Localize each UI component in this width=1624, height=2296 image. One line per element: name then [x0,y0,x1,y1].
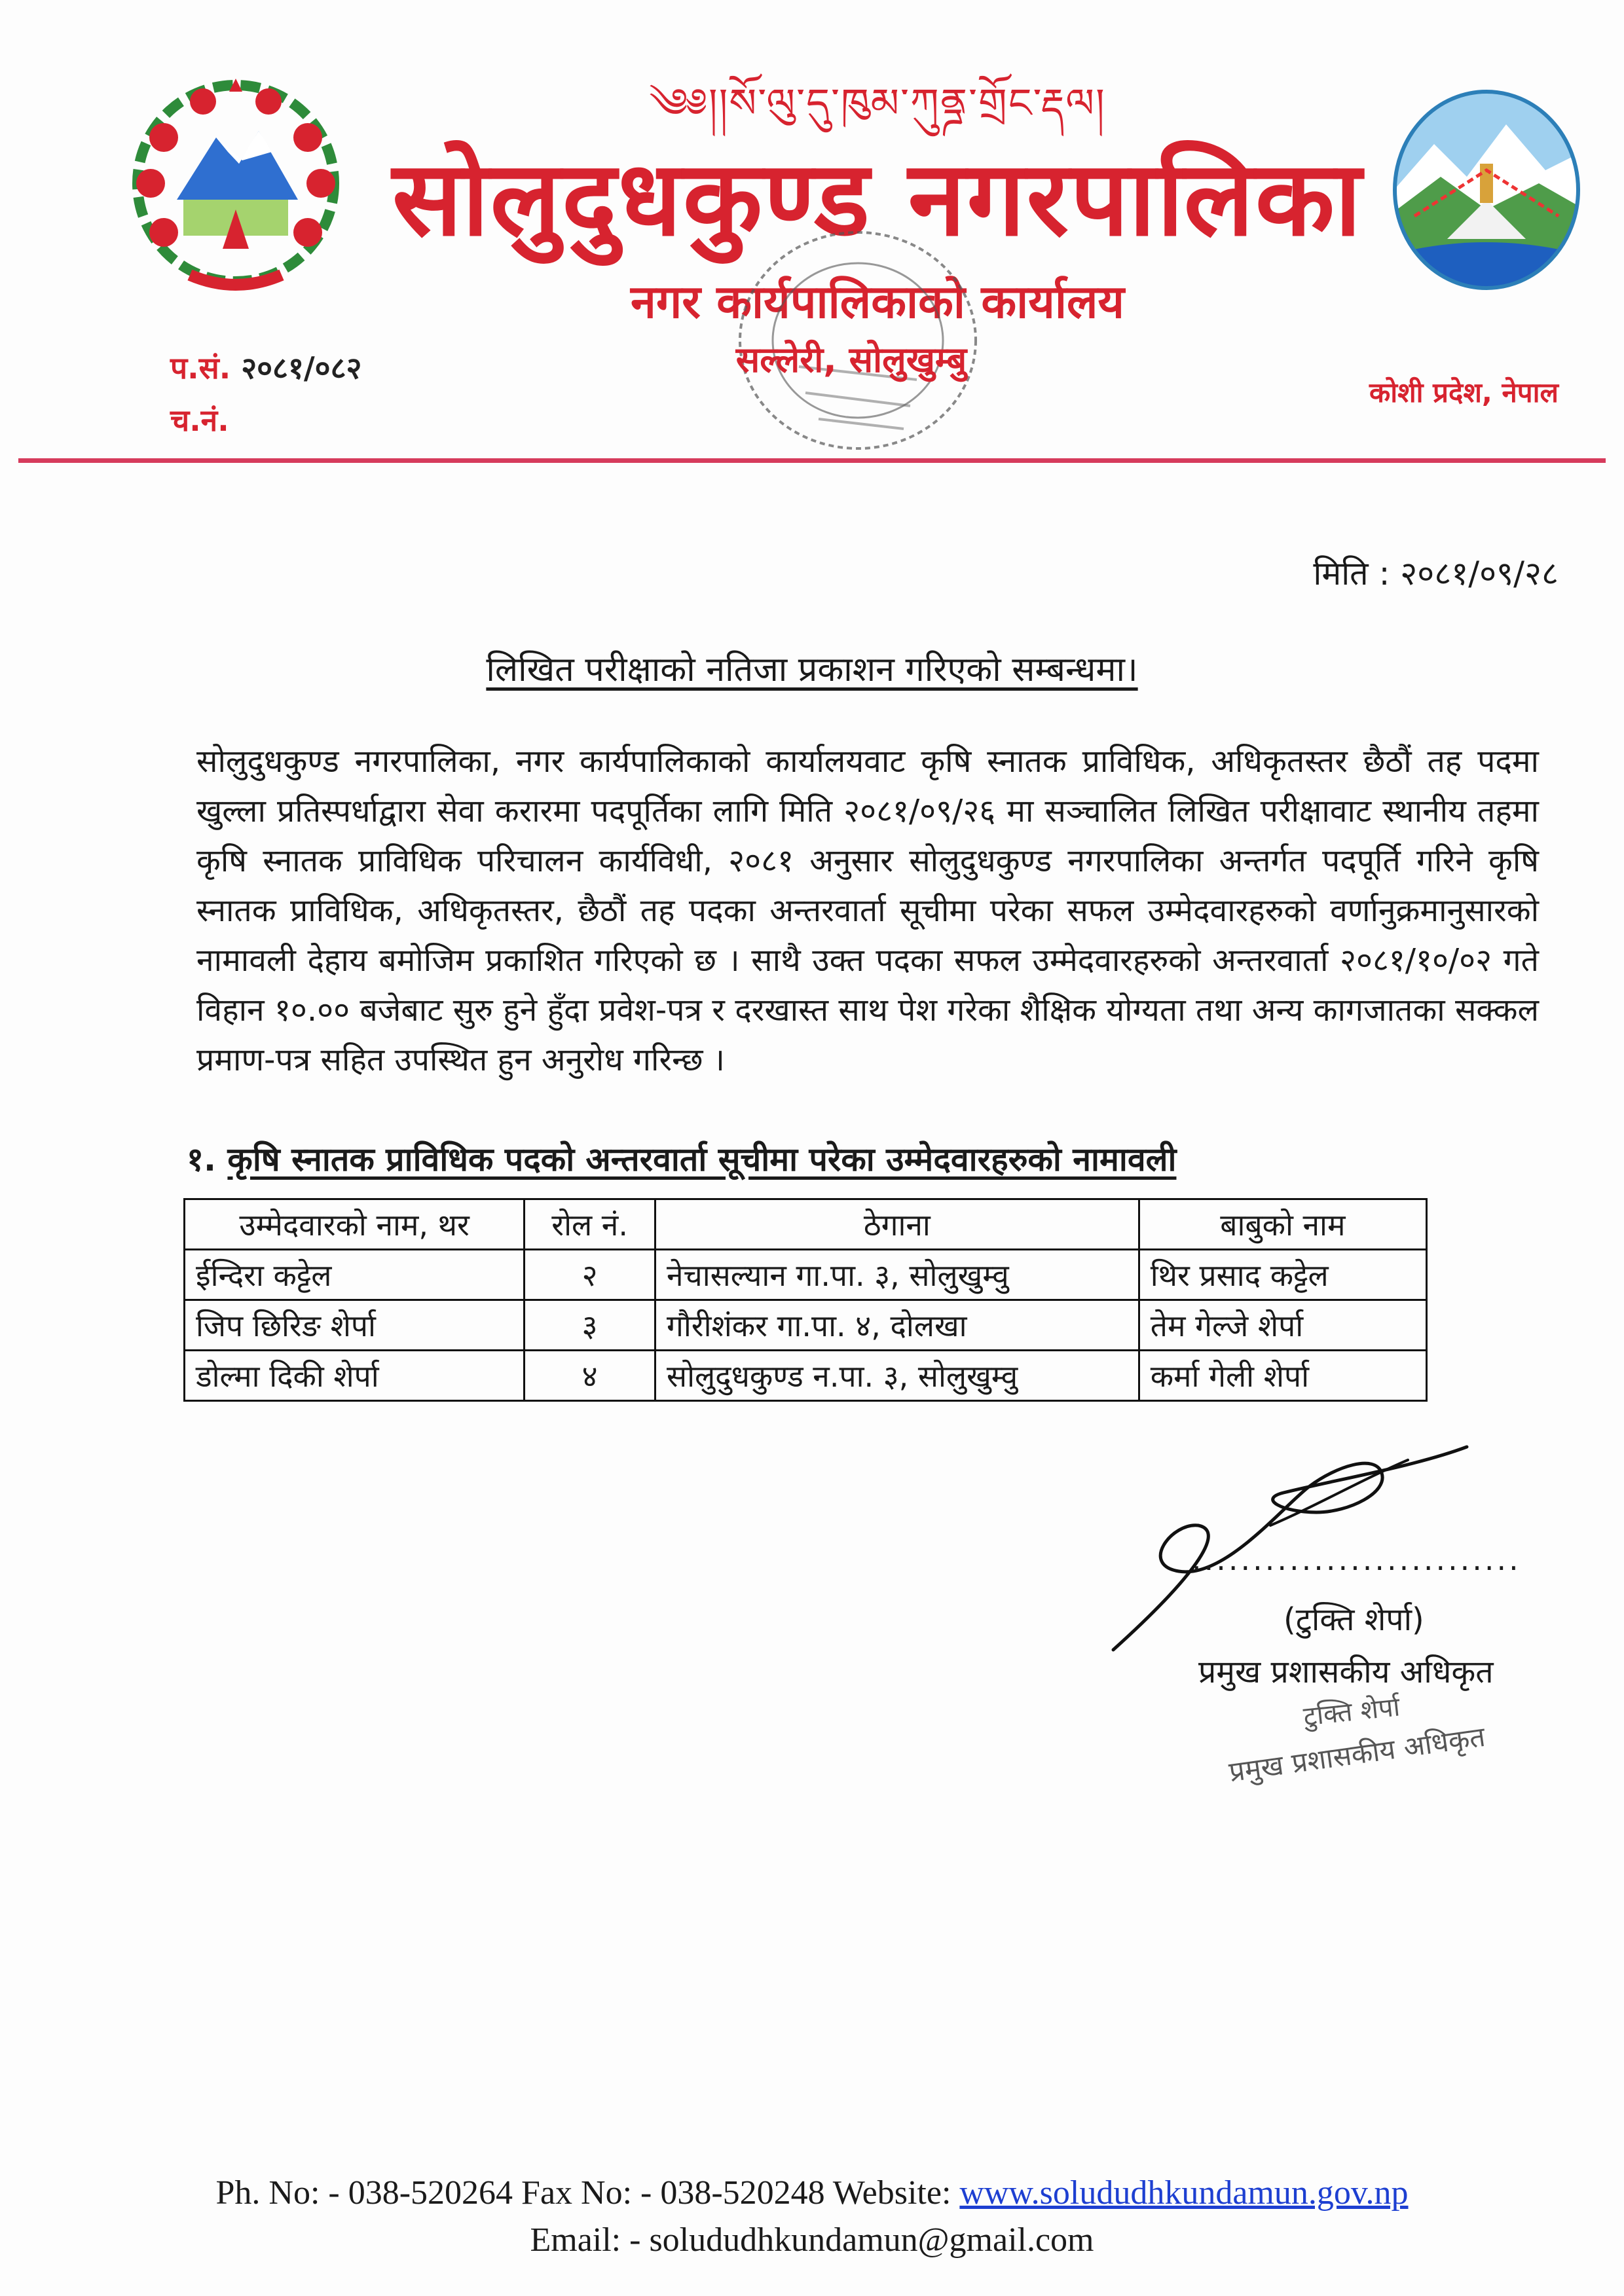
candidate-address: गौरीशंकर गा.पा. ४, दोलखा [655,1300,1139,1351]
roll-number: ३ [525,1300,655,1351]
reference-number [170,347,361,388]
candidate-name: जिप छिरिङ शेर्पा [185,1300,525,1351]
stamp-signer-name: टुक्ति शेर्पा [1302,1692,1402,1732]
municipality-name: सोलुदुधकुण्ड नगरपालिका [392,139,1363,259]
column-header-name: उम्मेदवारको नाम, थर [185,1199,525,1250]
signer-title: प्रमुख प्रशासकीय अधिकृत [1198,1654,1494,1690]
stamp-signer-title: प्रमुख प्रशासकीय अधिकृत [1227,1720,1487,1789]
body-paragraph: सोलुदुधकुण्ड नगरपालिका, नगर कार्यपालिकाको कार्यालयवाट कृषि स्नातक प्राविधिक, अधिकृतस्तर छैठौं तह पदमा खुल्ला प्रतिस्पर्धाद्वारा सेवा करारमा पदपूर्तिका लागि मिति २०८१/०९/२६ मा सञ्चालित लिखित परीक्षावाट स्थानीय तहमा कृषि स्नातक प्राविधिक परिचालन कार्यविधी, २०८१ अनुसार सोलुदुधकुण्ड नगरपालिका अन्तर्गत पदपूर्ति गरिने कृषि स्नातक प्राविधिक, अधिकृतस्तर, छैठौं तह पदका अन्तरवार्ता सूचीमा परेका सफल उम्मेदवारहरुको वर्णानुक्रमानुसारको नामावली देहाय बमोजिम प्रकाशित गरिएको छ । साथै उक्त पदका सफल उम्मेदवारहरुको अन्तरवार्ता २०८१/१०/०२ गते विहान १०.०० बजेबाट सुरु हुने हुँदा प्रवेश-पत्र र दरखास्त साथ पेश गरेका शैक्षिक योग्यता तथा अन्य कागजातका सक्कल प्रमाण-पत्र सहित उपस्थित हुन अनुरोध गरिन्छ । [196,743,1539,1078]
candidate-address: सोलुदुधकुण्ड न.पा. ३, सोलुखुम्वु [655,1351,1139,1401]
roll-number: २ [525,1250,655,1300]
nepal-coat-of-arms-emblem [124,79,347,301]
table-header-row [185,1199,1427,1250]
website-link[interactable]: www.solududhkundamun.gov.np [959,2174,1409,2212]
table-row [185,1351,1427,1401]
subject-text: लिखित परीक्षाको नतिजा प्रकाशन गरिएको सम्बन्धमा। [486,650,1138,689]
office-name: नगर कार्यपालिकाको कार्यालय [630,275,1125,329]
roll-number: ४ [525,1351,655,1401]
footer-phone-fax: Ph. No: - 038-520264 Fax No: - 038-520248 Website: [215,2174,960,2212]
header-divider [18,458,1606,463]
province-label: कोशी प्रदेश, नेपाल [1369,376,1559,409]
candidate-address: नेचासल्यान गा.पा. ३, सोलुखुम्वु [655,1250,1139,1300]
list-number: १. [187,1140,216,1178]
candidate-list-heading [187,1136,1176,1180]
signature-line: ........................... [1192,1542,1521,1577]
column-header-father: बाबुको नाम [1139,1199,1426,1250]
letter-subject [0,645,1624,691]
candidates-table [183,1198,1428,1402]
column-header-roll: रोल नं. [525,1199,655,1250]
candidate-name: डोल्मा दिकी शेर्पा [185,1351,525,1401]
municipality-logo [1388,85,1585,295]
tibetan-script-line: ༄༅།།སོ་ལུ་དུ་ཁུམ་ཀུནྜ་གྲོང་རྡལ། [649,79,1106,127]
reference-value: २०८१/०८२ [241,350,362,386]
signer-name: (टुक्ति शेर्पा) [1283,1601,1424,1638]
father-name: तेम गेल्जे शेर्पा [1139,1300,1426,1351]
reference-label: प.सं. [170,350,231,386]
list-heading-text: कृषि स्नातक प्राविधिक पदको अन्तरवार्ता सूचीमा परेका उम्मेदवारहरुको नामावली [227,1140,1177,1178]
column-header-address: ठेगाना [655,1199,1139,1250]
dispatch-number-label: च.नं. [170,403,229,438]
table-row [185,1250,1427,1300]
table-row [185,1300,1427,1351]
footer-email: Email: - solududhkundamun@gmail.com [530,2221,1094,2259]
footer-contact [0,2174,1624,2212]
candidate-name: ईन्दिरा कट्टेल [185,1250,525,1300]
letter-date: मिति : २०८१/०९/२८ [1313,555,1559,592]
father-name: थिर प्रसाद कट्टेल [1139,1250,1426,1300]
father-name: कर्मा गेली शेर्पा [1139,1351,1426,1401]
district-address: सल्लेरी, सोलुखुम्बु [735,339,967,380]
